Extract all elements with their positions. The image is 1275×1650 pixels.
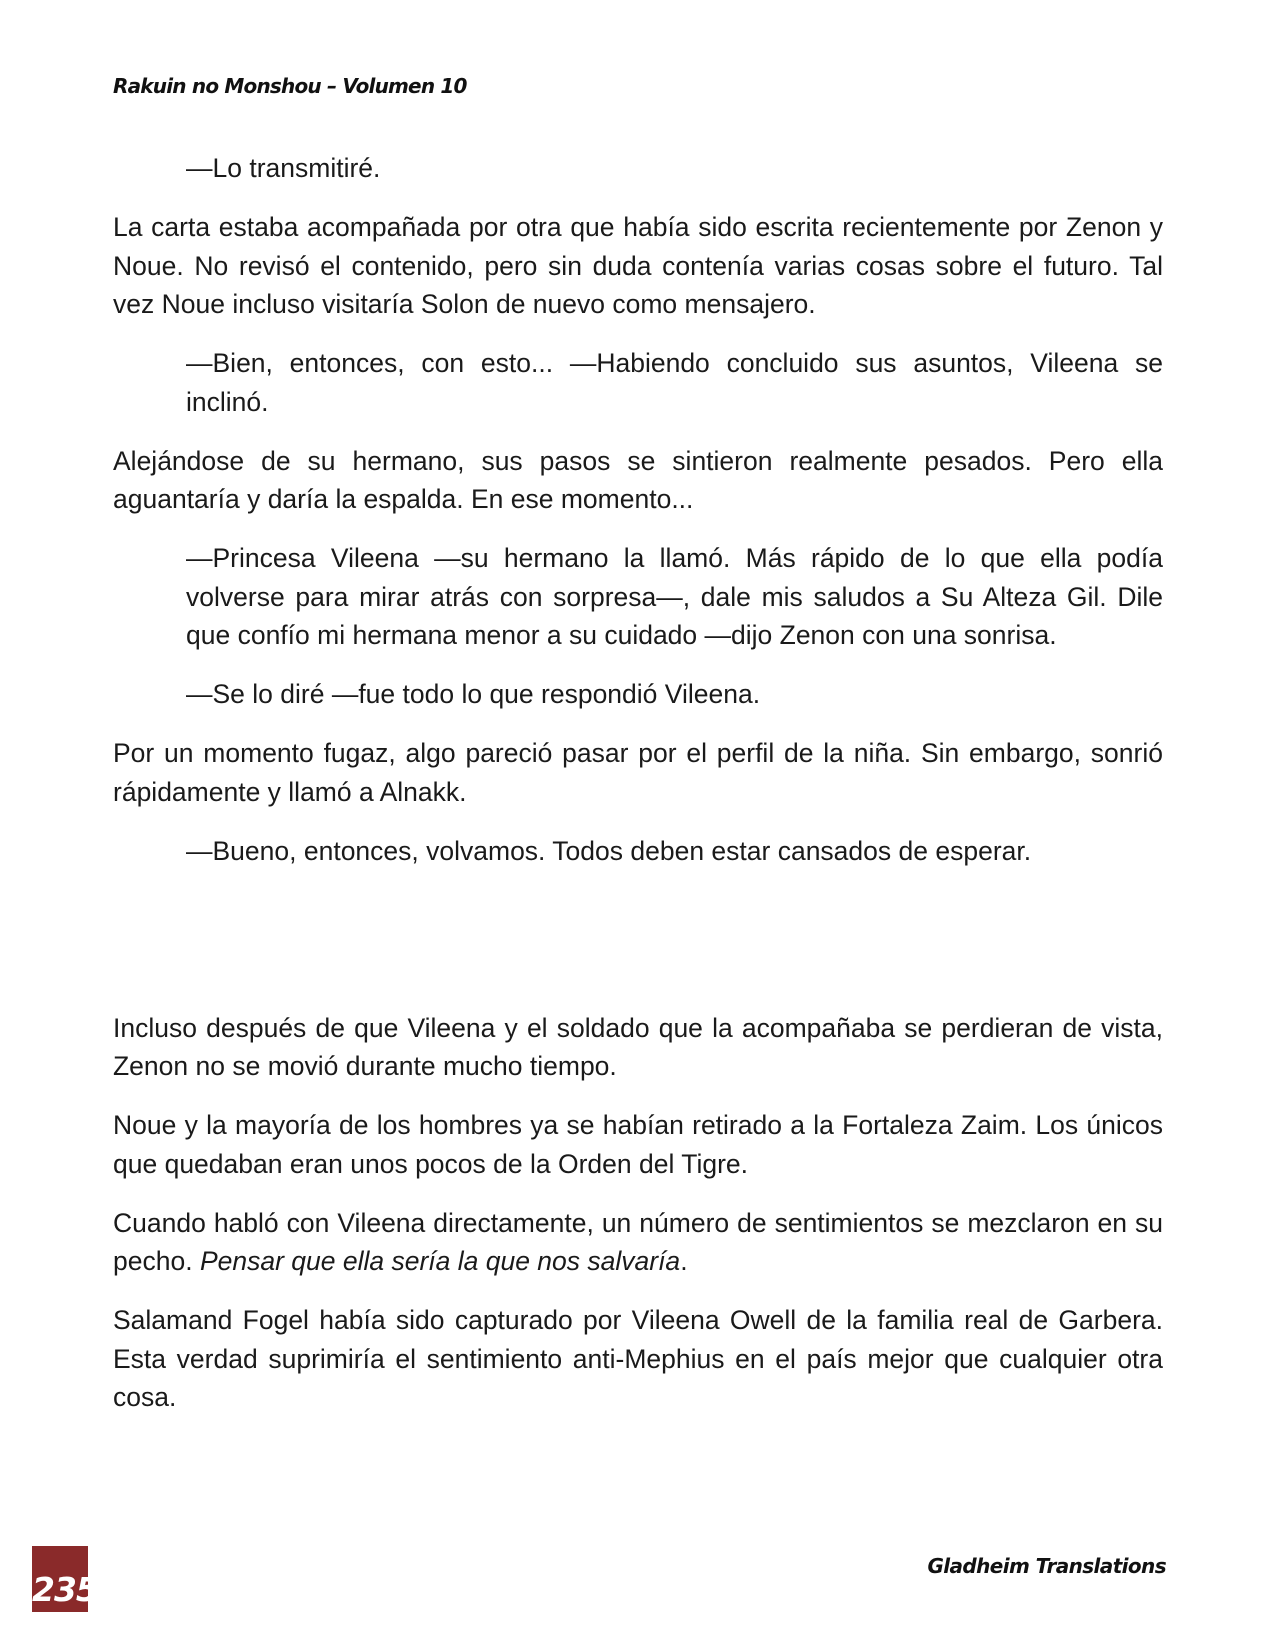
footer-credit: Gladheim Translations	[927, 1554, 1166, 1578]
scene-break	[113, 891, 1163, 1009]
narration-paragraph: Incluso después de que Vileena y el soldado que la acompañaba se perdieran de vista, Zenon no se movió durante mucho tiempo.	[113, 1012, 1163, 1081]
narration-text: .	[680, 1246, 688, 1276]
narration-paragraph: Salamand Fogel había sido capturado por Vileena Owell de la familia real de Garbera. Esta verdad suprimiría el sentimiento anti-Mephius en el país mejor que cualquier otra cosa.	[113, 1305, 1163, 1412]
narration-text: Cuando habló con Vileena directamente, un número de sentimientos se mezclaron en su pecho.	[113, 1207, 1163, 1276]
narration-paragraph: La carta estaba acompañada por otra que había sido escrita recientemente por Zenon y Noue. No revisó el contenido, pero sin duda contenía varias cosas sobre el futuro. Tal vez Noue incluso visitaría Solon de nuevo como mensajero.	[113, 212, 1163, 319]
narration-paragraph	[113, 1204, 1163, 1281]
chapter-body	[113, 149, 1163, 1437]
narration-paragraph: Noue y la mayoría de los hombres ya se habían retirado a la Fortaleza Zaim. Los únicos que quedaban eran unos pocos de la Orden del Tigre.	[113, 1110, 1163, 1179]
dialogue-paragraph: —Se lo diré —fue todo lo que respondió Vileena.	[186, 679, 761, 709]
narration-paragraph: Por un momento fugaz, algo pareció pasar por el perfil de la niña. Sin embargo, sonrió rápidamente y llamó a Alnakk.	[113, 738, 1163, 807]
dialogue-paragraph: —Bueno, entonces, volvamos. Todos deben estar cansados de esperar.	[186, 835, 1032, 866]
dialogue-paragraph: —Princesa Vileena —su hermano la llamó. Más rápido de lo que ella podía volverse para mirar atrás con sorpresa—, dale mis saludos a Su Alteza Gil. Dile que confío mi hermana menor a su cuidado —dijo Zenon con una sonrisa.	[186, 543, 1163, 650]
page-number: 235	[32, 1570, 98, 1609]
header-title: Rakuin no Monshou – Volumen 10	[113, 74, 467, 98]
dialogue-paragraph: —Lo transmitiré.	[186, 153, 381, 183]
italic-thought: Pensar que ella sería la que nos salvaría	[199, 1246, 681, 1276]
narration-paragraph: Alejándose de su hermano, sus pasos se sintieron realmente pesados. Pero ella aguantaría y daría la espalda. En ese momento...	[113, 445, 1163, 514]
dialogue-paragraph: —Bien, entonces, con esto... —Habiendo concluido sus asuntos, Vileena se inclinó.	[186, 348, 1163, 417]
